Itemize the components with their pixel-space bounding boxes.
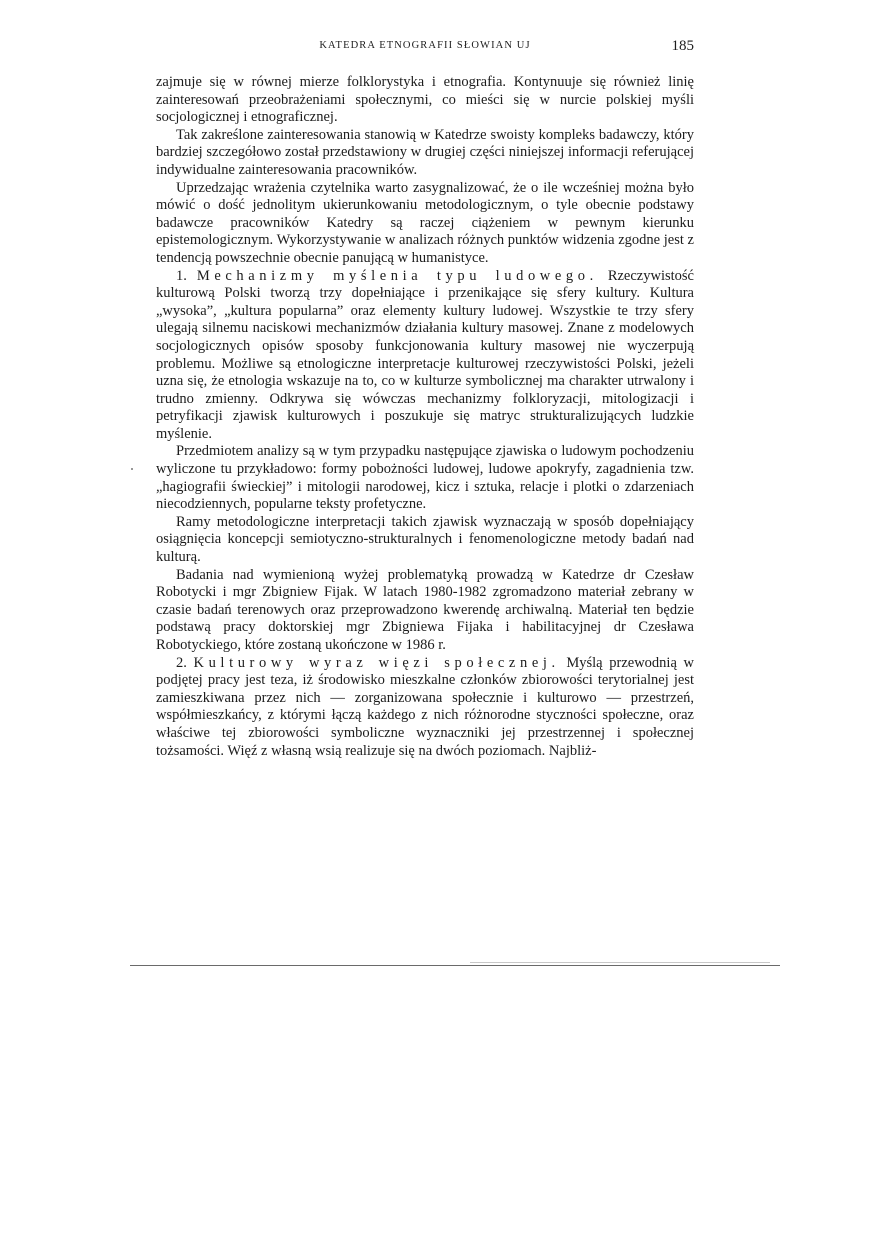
section-paragraph-1 [156, 268, 694, 444]
paragraph: Tak zakreślone zainteresowania stanowią w Katedrze swoisty kompleks badawczy, który bardziej szczegółowo został przedstawiony w drugiej części niniejszej informacji referującej indywidualne zainteresowania pracowników. [156, 126, 694, 178]
margin-mark [131, 468, 133, 470]
paragraph: Uprzedzając wrażenia czytelnika warto zasygnalizować, że o ile wcześniej można było mówić o dość jednolitym ukierunkowaniu metodologicznym, o tyle obecnie podstawy badawcze pracowników Katedry są raczej ciążeniem w pewnym kierunku epistemologicznym. Wykorzystywanie w analizach różnych punktów widzenia zgodne jest z tendencją powszechnie obecnie panującą w humanistyce. [156, 179, 694, 266]
paragraph: Przedmiotem analizy są w tym przypadku następujące zjawiska o ludowym pochodzeniu wyliczone tu przykładowo: formy pobożności ludowej, ludowe apokryfy, zagadnienia tzw. „hagiografii świeckiej” i mitologii narodowej, kicz i sztuka, relacje i plotki o zdarzeniach niecodziennych, popularne teksty profetyczne. [156, 443, 694, 513]
section-number: 1. [176, 267, 187, 284]
running-head [156, 38, 694, 56]
section-text: Myślą przewodnią w podjętej pracy jest teza, iż środowisko mieszkalne członków zbiorowości terytorialnej jest zamieszkiwana przez nich — zorganizowana społecznie i kulturowo — przestrzeń, współmieszkańcy, z którymi łączą każdego z nich różnorodne styczności społeczne, oraz właściwe tej zbiorowości symboliczne wyznaczniki jej przestrzennej i społecznej tożsamości. Więź z własną wsią realizuje się na dwóch poziomach. Najbliż- [156, 654, 694, 759]
running-title: KATEDRA ETNOGRAFII SŁOWIAN UJ [319, 40, 531, 51]
section-heading: Mechanizmy myślenia typu ludowego. [196, 267, 598, 284]
bottom-rule [130, 965, 780, 966]
section-paragraph-2 [156, 655, 694, 761]
page-number: 185 [671, 38, 694, 54]
paragraph: Ramy metodologiczne interpretacji takich zjawisk wyznaczają w sposób dopełniający osiągnięcia koncepcji semiotyczno-strukturalnych i fenomenologiczne metody badań nad kulturą. [156, 513, 694, 566]
paragraph: zajmuje się w równej mierze folklorystyka i etnografia. Kontynuuje się również linię zainteresowań przeobrażeniami społecznymi, co mieści się w nurcie polskiej myśli socjologicznej i etnograficznej. [156, 74, 694, 126]
section-heading: Kulturowy wyraz więzi społecznej. [193, 654, 560, 671]
body-text [156, 74, 694, 760]
section-number: 2. [176, 654, 187, 671]
scan-artifact-line [470, 962, 770, 963]
paragraph: Badania nad wymienioną wyżej problematyką prowadzą w Katedrze dr Czesław Robotycki i mgr Zbigniew Fijak. W latach 1980-1982 zgromadzono materiał zebrany w czasie badań terenowych oraz przeprowadzono kwerendę archiwalną. Materiał ten będzie podstawą pracy doktorskiej mgr Zbigniewa Fijaka i habilitacyjnej dr Czesława Robotyckiego, które zostaną ukończone w 1986 r. [156, 566, 694, 653]
section-text: Rzeczywistość kulturową Polski tworzą trzy dopełniające i przenikające się sfery kultury. Kultura „wysoka”, „kultura popularna” oraz elementy kultury ludowej. Wszystkie te trzy sfery ulegają silnemu naciskowi mechanizmów działania kultury masowej. Znane z modelowych socjologicznych opisów sposoby funkcjonowania kultury masowej nie wyczerpują problemu. Możliwe są etnologiczne interpretacje kulturowej rzeczywistości Polski, jeżeli uzna się, że etnologia wskazuje na to, co w kulturze symbolicznej ma charakter utrwalony i trudno zmienny. Odkrywa się wówczas mechanizmy folkloryzacji, mitologizacji i petryfikacji zjawisk kulturowych i poszukuje się matryc strukturalizujących ludzkie myślenie. [156, 267, 694, 442]
